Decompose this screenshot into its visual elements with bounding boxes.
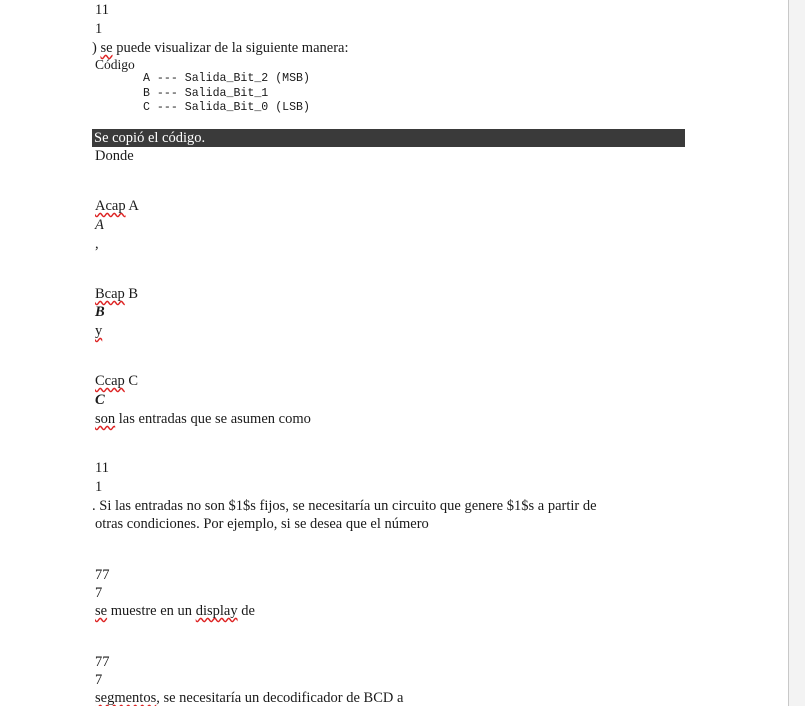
text-line <box>95 373 138 390</box>
code-line[interactable]: C --- Salida_Bit_0 (LSB) <box>143 101 310 114</box>
text-fragment: B <box>124 286 139 302</box>
text-line <box>95 603 255 620</box>
text-line: 77 <box>95 567 110 583</box>
text-fragment: C <box>124 373 139 389</box>
text-line: 11 <box>95 460 109 476</box>
page-margin-area <box>789 0 805 706</box>
text-line: 1 <box>95 479 103 495</box>
text-line: 11 <box>95 2 109 18</box>
code-line[interactable]: A --- Salida_Bit_2 (MSB) <box>143 72 310 85</box>
text-line: otras condiciones. Por ejemplo, si se desea que el número <box>95 516 429 532</box>
text-fragment: ) <box>92 40 101 56</box>
text-fragment: de <box>237 603 255 619</box>
spellcheck-word[interactable]: se <box>95 603 108 619</box>
spellcheck-word[interactable]: Acap <box>95 198 126 214</box>
spellcheck-word[interactable]: y <box>95 323 103 339</box>
spellcheck-word[interactable]: segmentos <box>95 690 157 706</box>
text-line <box>95 323 102 340</box>
text-fragment: puede visualizar de la siguiente manera: <box>112 40 349 56</box>
math-variable: B <box>95 304 105 320</box>
text-line: Donde <box>95 148 134 164</box>
text-line <box>95 286 138 303</box>
spellcheck-word[interactable]: se <box>100 40 113 56</box>
text-fragment: A <box>125 198 139 214</box>
text-line: 77 <box>95 654 110 670</box>
text-fragment: muestre en un <box>107 603 196 619</box>
code-label: Código <box>95 57 135 72</box>
text-line: 7 <box>95 672 103 688</box>
spellcheck-word[interactable]: Bcap <box>95 286 125 302</box>
text-fragment: , se necesitaría un decodificador de BCD a <box>156 690 404 706</box>
text-line <box>92 40 349 57</box>
text-line: . Si las entradas no son $1$s fijos, se necesitaría un circuito que genere $1$s a partir de <box>92 498 597 514</box>
spellcheck-word[interactable]: son <box>95 411 116 427</box>
page-edge <box>788 0 789 706</box>
spellcheck-word[interactable]: display <box>195 603 238 619</box>
text-line: 7 <box>95 585 103 601</box>
text-line <box>95 198 139 215</box>
math-variable: C <box>95 392 105 408</box>
text-line: 1 <box>95 21 103 37</box>
spellcheck-word[interactable]: Ccap <box>95 373 125 389</box>
code-line[interactable]: B --- Salida_Bit_1 <box>143 86 269 100</box>
text-fragment: las entradas que se asumen como <box>115 411 311 427</box>
text-line <box>95 690 403 706</box>
text-line <box>95 411 311 428</box>
math-variable: A <box>95 217 104 233</box>
text-line: , <box>95 236 99 252</box>
copied-toast: Se copió el código. <box>92 129 685 147</box>
